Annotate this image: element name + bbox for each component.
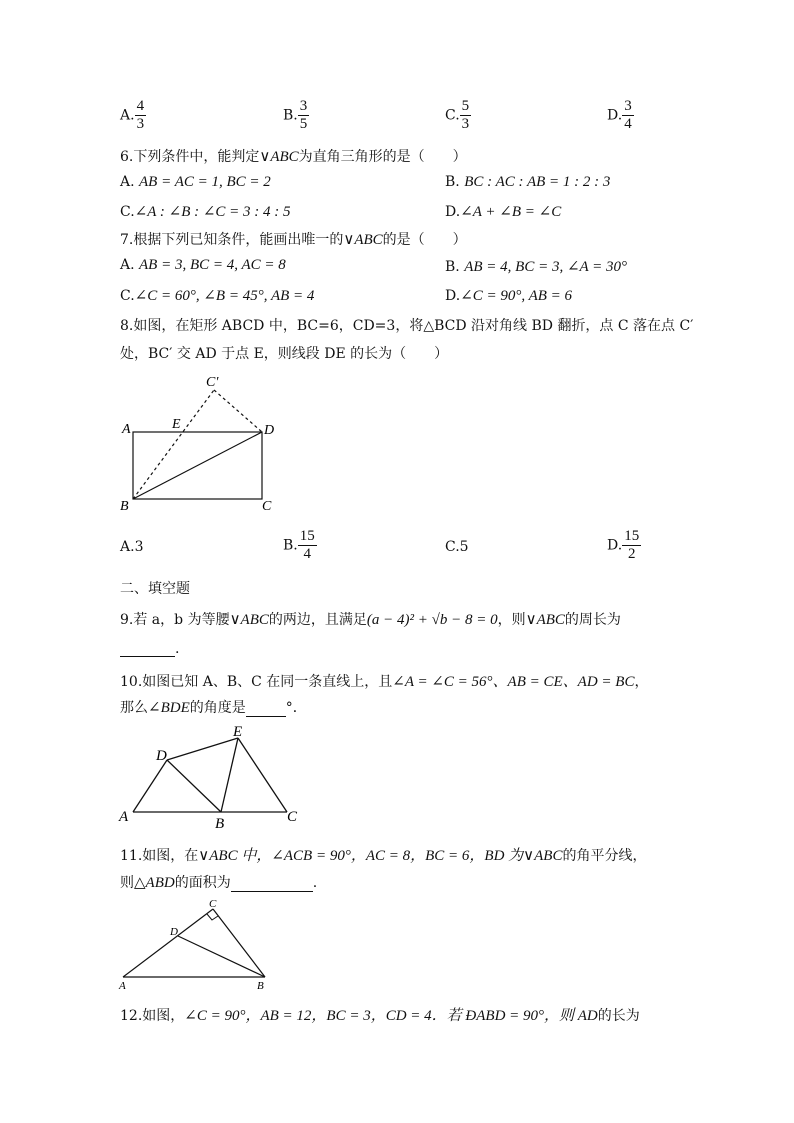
q7-option-a: A. AB = 3, BC = 4, AC = 8 [120,257,286,273]
label-a: A [119,809,129,825]
q7-stem: 7.根据下列已知条件，能画出唯一的∨ABC的是（ ） [120,232,467,248]
label-b: B [215,816,225,832]
q5-option-d: D. $\frac{3}{4}$ [607,98,632,132]
segment-bd [178,936,265,977]
q10-stem-line1: 10.如图已知 A、B、C 在同一条直线上，且∠A = ∠C = 56°、AB = CE、AD = BC， [120,674,649,690]
section-title-fill-in: 二、填空题 [120,581,190,597]
q5-option-b: B. $\frac{3}{5}$ [283,98,308,132]
segment-ad [133,760,167,812]
q5-option-a: A. $\frac{4}{3}$ [120,98,145,132]
segment-ec [238,738,287,812]
q11-answer-blank[interactable] [231,875,313,892]
label-b: B [120,499,129,514]
q8-stem-line1: 8.如图，在矩形 ABCD 中，BC=6，CD=3，将△BCD 沿对角线 BD 翻折，点 C 落在点 C′ [120,318,694,334]
label-c-prime: C′ [206,375,219,390]
label-e: E [172,417,181,432]
q9-stem: 9.若 a，b 为等腰∨ABC的两边，且满足(a − 4)² + √b − 8 = 0，则∨ABC的周长为 [120,612,621,628]
label-c: C [209,898,217,910]
q8-option-c: C.5 [445,539,469,555]
right-angle-mark [207,914,218,920]
segment-cb [213,909,265,977]
diagonal-bd [133,432,262,499]
fold-line-c-prime-d [214,390,262,432]
q7-option-c: C.∠C = 60°, ∠B = 45°, AB = 4 [120,288,315,304]
q6-option-c: C.∠A : ∠B : ∠C = 3 : 4 : 5 [120,204,291,220]
q5-option-c: C. $\frac{5}{3}$ [445,98,470,132]
label-d: D [264,423,275,438]
label-e: E [233,724,243,740]
label-a: A [119,980,126,992]
q9-answer-line: . [120,640,179,657]
q6-option-a: A. AB = AC = 1, BC = 2 [120,174,271,190]
label-c: C [262,499,272,514]
q7-option-b: B. AB = 4, BC = 3, ∠A = 30° [445,259,628,275]
segment-ac [123,909,213,977]
q8-stem-line2: 处，BC′ 交 AD 于点 E，则线段 DE 的长为（ ） [120,346,449,362]
segment-db [167,760,221,812]
label-d: D [170,926,178,938]
segment-de [167,738,238,760]
q12-stem: 12.如图，∠C = 90°，AB = 12，BC = 3，CD = 4．若 ÐABD = 90°，则 AD的长为 [120,1008,640,1024]
label-d: D [156,748,167,764]
q6-option-d: D.∠A + ∠B = ∠C [445,204,562,220]
q8-figure [110,370,300,520]
segment-be [221,738,238,812]
q6-option-b: B. BC : AC : AB = 1 : 2 : 3 [445,174,611,190]
q11-stem-line2: 则△ABD的面积为 . [120,875,318,891]
label-b: B [257,980,264,992]
q6-stem: 6.下列条件中，能判定∨ABC为直角三角形的是（ ） [120,149,467,165]
q7-option-d: D.∠C = 90°, AB = 6 [445,288,573,304]
fold-line-bc-prime [133,390,214,499]
q10-answer-blank[interactable] [246,700,286,717]
q9-answer-blank[interactable] [120,640,175,657]
q8-option-b: B. $\frac{15}{4}$ [283,528,315,562]
label-c: C [287,809,298,825]
label-a: A [122,422,131,437]
q8-option-a: A.3 [120,539,144,555]
q11-figure [115,895,275,995]
q10-figure [115,720,315,835]
q8-option-d: D. $\frac{15}{2}$ [607,528,640,562]
q10-stem-line2: 那么∠BDE的角度是 °． [120,700,307,716]
q11-stem-line1: 11.如图，在∨ABC 中，∠ACB = 90°，AC = 8，BC = 6，BD 为∨ABC的角平分线， [120,848,647,864]
